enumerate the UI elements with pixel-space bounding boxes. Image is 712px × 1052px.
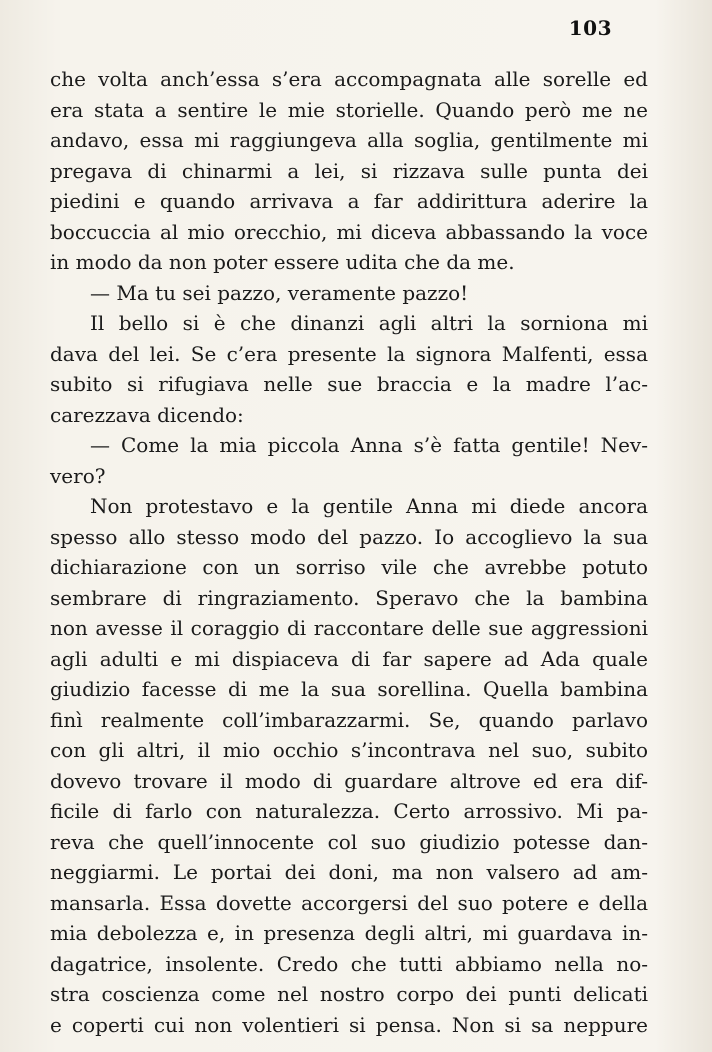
text-line: — Come la mia piccola Anna s’è fatta gentile! Nev- xyxy=(90,433,648,457)
text-line: dovevo trovare il modo di guardare altrove ed era dif- xyxy=(50,768,648,793)
text-line: subito si rifugiava nelle sue braccia e la madre l’ac- xyxy=(50,372,648,396)
text-line: giudizio facesse di me la sua sorellina. Quella bambina xyxy=(50,677,648,701)
text-line: pregava di chinarmi a lei, si rizzava sulle punta dei xyxy=(50,158,648,183)
page-number: 103 xyxy=(568,16,612,40)
text-line: spesso allo stesso modo del pazzo. Io accoglievo la sua xyxy=(50,524,648,549)
text-line: dava del lei. Se c’era presente la signora Malfenti, essa xyxy=(50,341,648,366)
text-line: mansarla. Essa dovette accorgersi del suo potere e della xyxy=(50,890,648,915)
text-line: Il bello si è che dinanzi agli altri la sorniona mi xyxy=(90,311,648,335)
text-line: e coperti cui non volentieri si pensa. Non si sa neppure xyxy=(50,1012,648,1037)
text-line: mia debolezza e, in presenza degli altri, mi guardava in- xyxy=(50,921,648,945)
text-line: Non protestavo e la gentile Anna mi diede ancora xyxy=(90,494,648,518)
text-line: che volta anch’essa s’era accompagnata alle sorelle ed xyxy=(50,67,648,91)
text-line: dichiarazione con un sorriso vile che avrebbe potuto xyxy=(50,555,648,579)
text-line: era stata a sentire le mie storielle. Quando però me ne xyxy=(50,97,648,122)
text-line: sembrare di ringraziamento. Speravo che la bambina xyxy=(50,585,648,610)
text-line: andavo, essa mi raggiungeva alla soglia, gentilmente mi xyxy=(50,128,648,152)
text-line: finì realmente coll’imbarazzarmi. Se, quando parlavo xyxy=(50,707,648,732)
text-line: reva che quell’innocente col suo giudizio potesse dan- xyxy=(50,829,648,854)
text-line: boccuccia al mio orecchio, mi diceva abbassando la voce xyxy=(50,219,648,244)
text-line: neggiarmi. Le portai dei doni, ma non valsero ad am- xyxy=(50,860,648,884)
text-line: agli adulti e mi dispiaceva di far sapere ad Ada quale xyxy=(50,646,648,671)
text-line: — Ma tu sei pazzo, veramente pazzo! xyxy=(90,280,469,305)
text-line: con gli altri, il mio occhio s’incontrava nel suo, subito xyxy=(50,738,648,762)
text-line: dagatrice, insolente. Credo che tutti abbiamo nella no- xyxy=(50,951,648,976)
body-text xyxy=(50,64,648,1040)
text-line: in modo da non poter essere udita che da me. xyxy=(50,250,515,274)
text-line: non avesse il coraggio di raccontare delle sue aggressioni xyxy=(50,616,648,640)
text-line: vero? xyxy=(50,463,106,488)
text-line: piedini e quando arrivava a far addirittura aderire la xyxy=(50,189,648,213)
text-line: carezzava dicendo: xyxy=(50,402,244,427)
text-line: stra coscienza come nel nostro corpo dei punti delicati xyxy=(50,982,648,1006)
text-line: ficile di farlo con naturalezza. Certo arrossivo. Mi pa- xyxy=(50,799,648,823)
